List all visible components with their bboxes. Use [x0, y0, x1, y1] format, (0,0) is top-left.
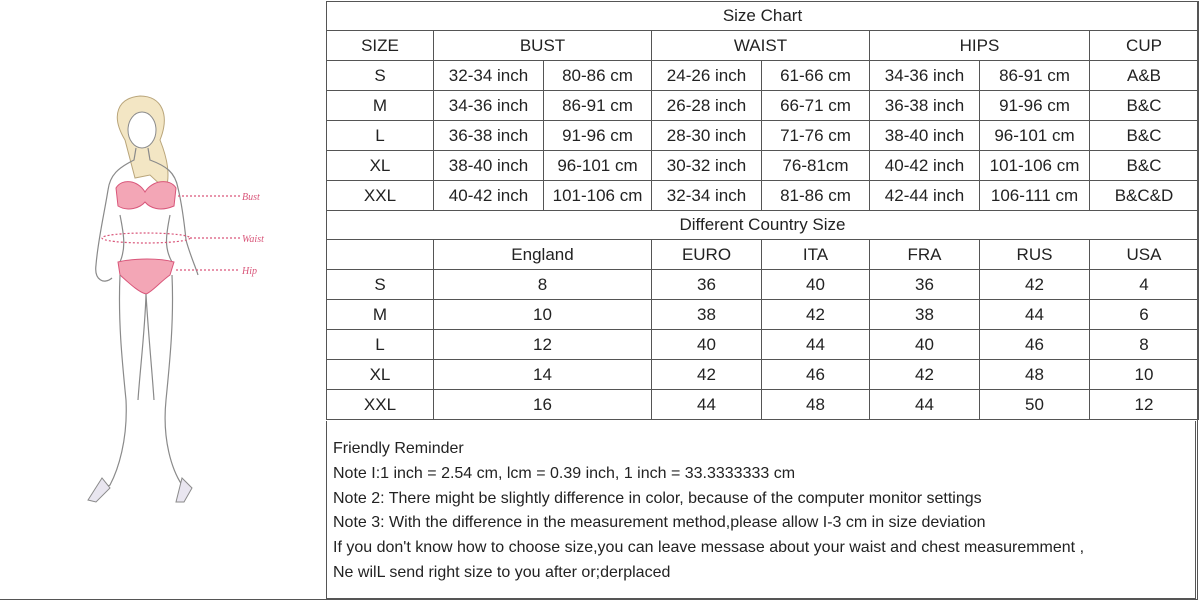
cell-hips-inch: 40-42 inch: [870, 151, 980, 181]
cell-bust-cm: 101-106 cm: [544, 181, 652, 211]
cell-ita: 44: [762, 330, 870, 360]
header-size: SIZE: [327, 31, 434, 61]
cell-hips-inch: 38-40 inch: [870, 121, 980, 151]
cell-usa: 12: [1090, 390, 1199, 420]
cell-size: L: [327, 121, 434, 151]
cell-ita: 40: [762, 270, 870, 300]
cell-bust-cm: 86-91 cm: [544, 91, 652, 121]
cell-euro: 38: [652, 300, 762, 330]
cell-size: M: [327, 91, 434, 121]
cell-cup: B&C&D: [1090, 181, 1199, 211]
header-ita: ITA: [762, 240, 870, 270]
cell-fra: 40: [870, 330, 980, 360]
table-row: [327, 300, 1199, 330]
country-size-title: Different Country Size: [327, 211, 1199, 240]
cell-england: 12: [434, 330, 652, 360]
cell-hips-cm: 106-111 cm: [980, 181, 1090, 211]
cell-waist-inch: 24-26 inch: [652, 61, 762, 91]
cell-rus: 48: [980, 360, 1090, 390]
cell-waist-inch: 30-32 inch: [652, 151, 762, 181]
cell-england: 10: [434, 300, 652, 330]
cell-euro: 36: [652, 270, 762, 300]
cell-euro: 44: [652, 390, 762, 420]
bust-label: Bust: [242, 192, 260, 203]
cell-ita: 46: [762, 360, 870, 390]
cell-size: M: [327, 300, 434, 330]
cell-hips-cm: 91-96 cm: [980, 91, 1090, 121]
cell-ita: 42: [762, 300, 870, 330]
outer-border-bottom: [0, 599, 1198, 600]
cell-rus: 46: [980, 330, 1090, 360]
cell-england: 14: [434, 360, 652, 390]
table-row: [327, 151, 1199, 181]
cell-bust-inch: 32-34 inch: [434, 61, 544, 91]
cell-england: 16: [434, 390, 652, 420]
note-line: Note I:1 inch = 2.54 cm, lcm = 0.39 inch, 1 inch = 33.3333333 cm: [333, 464, 796, 482]
size-chart-table: [326, 1, 1199, 420]
cell-hips-cm: 101-106 cm: [980, 151, 1090, 181]
cell-bust-inch: 34-36 inch: [434, 91, 544, 121]
cell-fra: 44: [870, 390, 980, 420]
cell-hips-cm: 86-91 cm: [980, 61, 1090, 91]
header-england: England: [434, 240, 652, 270]
size-chart-title: Size Chart: [327, 2, 1199, 31]
cell-hips-inch: 42-44 inch: [870, 181, 980, 211]
cell-rus: 42: [980, 270, 1090, 300]
header-waist: WAIST: [652, 31, 870, 61]
cell-size: S: [327, 270, 434, 300]
cell-size: XL: [327, 360, 434, 390]
note-line: Ne wilL send right size to you after or;derplaced: [333, 563, 671, 581]
cell-bust-inch: 38-40 inch: [434, 151, 544, 181]
cell-bust-cm: 80-86 cm: [544, 61, 652, 91]
cell-usa: 6: [1090, 300, 1199, 330]
table-row: [327, 61, 1199, 91]
header-fra: FRA: [870, 240, 980, 270]
cell-bust-inch: 36-38 inch: [434, 121, 544, 151]
cell-bust-cm: 96-101 cm: [544, 151, 652, 181]
cell-england: 8: [434, 270, 652, 300]
note-line: If you don't know how to choose size,you can leave messase about your waist and chest measuremment ,: [333, 539, 1085, 557]
header-rus: RUS: [980, 240, 1090, 270]
cell-rus: 44: [980, 300, 1090, 330]
cell-euro: 42: [652, 360, 762, 390]
header-usa: USA: [1090, 240, 1199, 270]
cell-waist-inch: 32-34 inch: [652, 181, 762, 211]
hip-label: Hip: [242, 266, 257, 277]
table-row: [327, 270, 1199, 300]
cell-waist-inch: 26-28 inch: [652, 91, 762, 121]
cell-hips-cm: 96-101 cm: [980, 121, 1090, 151]
cell-fra: 42: [870, 360, 980, 390]
table-row: [327, 360, 1199, 390]
cell-hips-inch: 34-36 inch: [870, 61, 980, 91]
cell-cup: B&C: [1090, 91, 1199, 121]
cell-cup: A&B: [1090, 61, 1199, 91]
header-cup: CUP: [1090, 31, 1199, 61]
cell-ita: 48: [762, 390, 870, 420]
cell-waist-cm: 61-66 cm: [762, 61, 870, 91]
header-euro: EURO: [652, 240, 762, 270]
waist-label: Waist: [242, 234, 264, 245]
outer-border-right: [1197, 1, 1198, 600]
cell-fra: 36: [870, 270, 980, 300]
cell-usa: 4: [1090, 270, 1199, 300]
cell-waist-cm: 66-71 cm: [762, 91, 870, 121]
cell-cup: B&C: [1090, 151, 1199, 181]
table-row: [327, 330, 1199, 360]
cell-waist-cm: 81-86 cm: [762, 181, 870, 211]
header-blank: [327, 240, 434, 270]
cell-waist-cm: 76-81cm: [762, 151, 870, 181]
size-tables: [326, 1, 1198, 420]
cell-bust-cm: 91-96 cm: [544, 121, 652, 151]
cell-cup: B&C: [1090, 121, 1199, 151]
cell-fra: 38: [870, 300, 980, 330]
figure-illustration: [0, 0, 326, 601]
table-row: [327, 91, 1199, 121]
cell-waist-cm: 71-76 cm: [762, 121, 870, 151]
cell-rus: 50: [980, 390, 1090, 420]
figure-svg: [0, 0, 326, 601]
note-line: Note 2: There might be slightly difference in color, because of the computer monitor settings: [333, 489, 982, 507]
table-row: [327, 121, 1199, 151]
notes-box: [326, 421, 1196, 599]
table-row: [327, 390, 1199, 420]
waist-measure-loop: [102, 233, 190, 243]
cell-size: L: [327, 330, 434, 360]
cell-bust-inch: 40-42 inch: [434, 181, 544, 211]
note-line: Friendly Reminder: [333, 440, 464, 457]
header-bust: BUST: [434, 31, 652, 61]
header-hips: HIPS: [870, 31, 1090, 61]
cell-waist-inch: 28-30 inch: [652, 121, 762, 151]
table-row: [327, 181, 1199, 211]
cell-hips-inch: 36-38 inch: [870, 91, 980, 121]
cell-usa: 10: [1090, 360, 1199, 390]
note-line: Note 3: With the difference in the measurement method,please allow I-3 cm in size deviation: [333, 514, 986, 532]
cell-size: XXL: [327, 390, 434, 420]
cell-size: XL: [327, 151, 434, 181]
cell-usa: 8: [1090, 330, 1199, 360]
cell-size: S: [327, 61, 434, 91]
cell-euro: 40: [652, 330, 762, 360]
cell-size: XXL: [327, 181, 434, 211]
